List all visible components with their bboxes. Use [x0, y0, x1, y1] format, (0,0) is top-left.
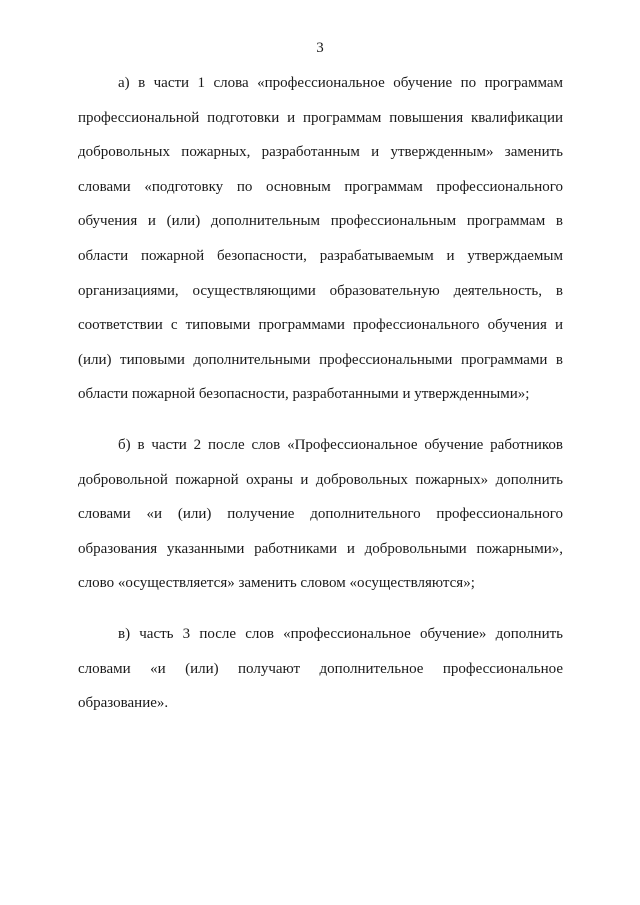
paragraph-c: в) часть 3 после слов «профессиональное обучение» дополнить словами «и (или) получают дополнительное профессиональное образование». [78, 625, 563, 712]
paragraph-b: б) в части 2 после слов «Профессиональное обучение работников добровольной пожарной охраны и добровольных пожарных» дополнить словами «и (или) получение дополнительного профессионального образования указанными работниками и добровольными пожарными», слово «осуществляется» заменить словом «осуществляются»; [78, 436, 563, 592]
paragraph-a: а) в части 1 слова «профессиональное обучение по программам профессиональной подготовки и программам повышения квалификации добровольных пожарных, разработанным и утвержденным» заменить словами «подготовку по основным программам профессионального обучения и (или) дополнительным профессиональным программам в области пожарной безопасности, разрабатываемым и утверждаемым организациями, осуществляющими образовательную деятельность, в соответствии с типовыми программами профессионального обучения и (или) типовыми дополнительными профессиональными программами в области пожарной безопасности, разработанными и утвержденными»; [78, 75, 563, 403]
page-number: 3 [316, 40, 324, 56]
document-body [78, 66, 563, 721]
